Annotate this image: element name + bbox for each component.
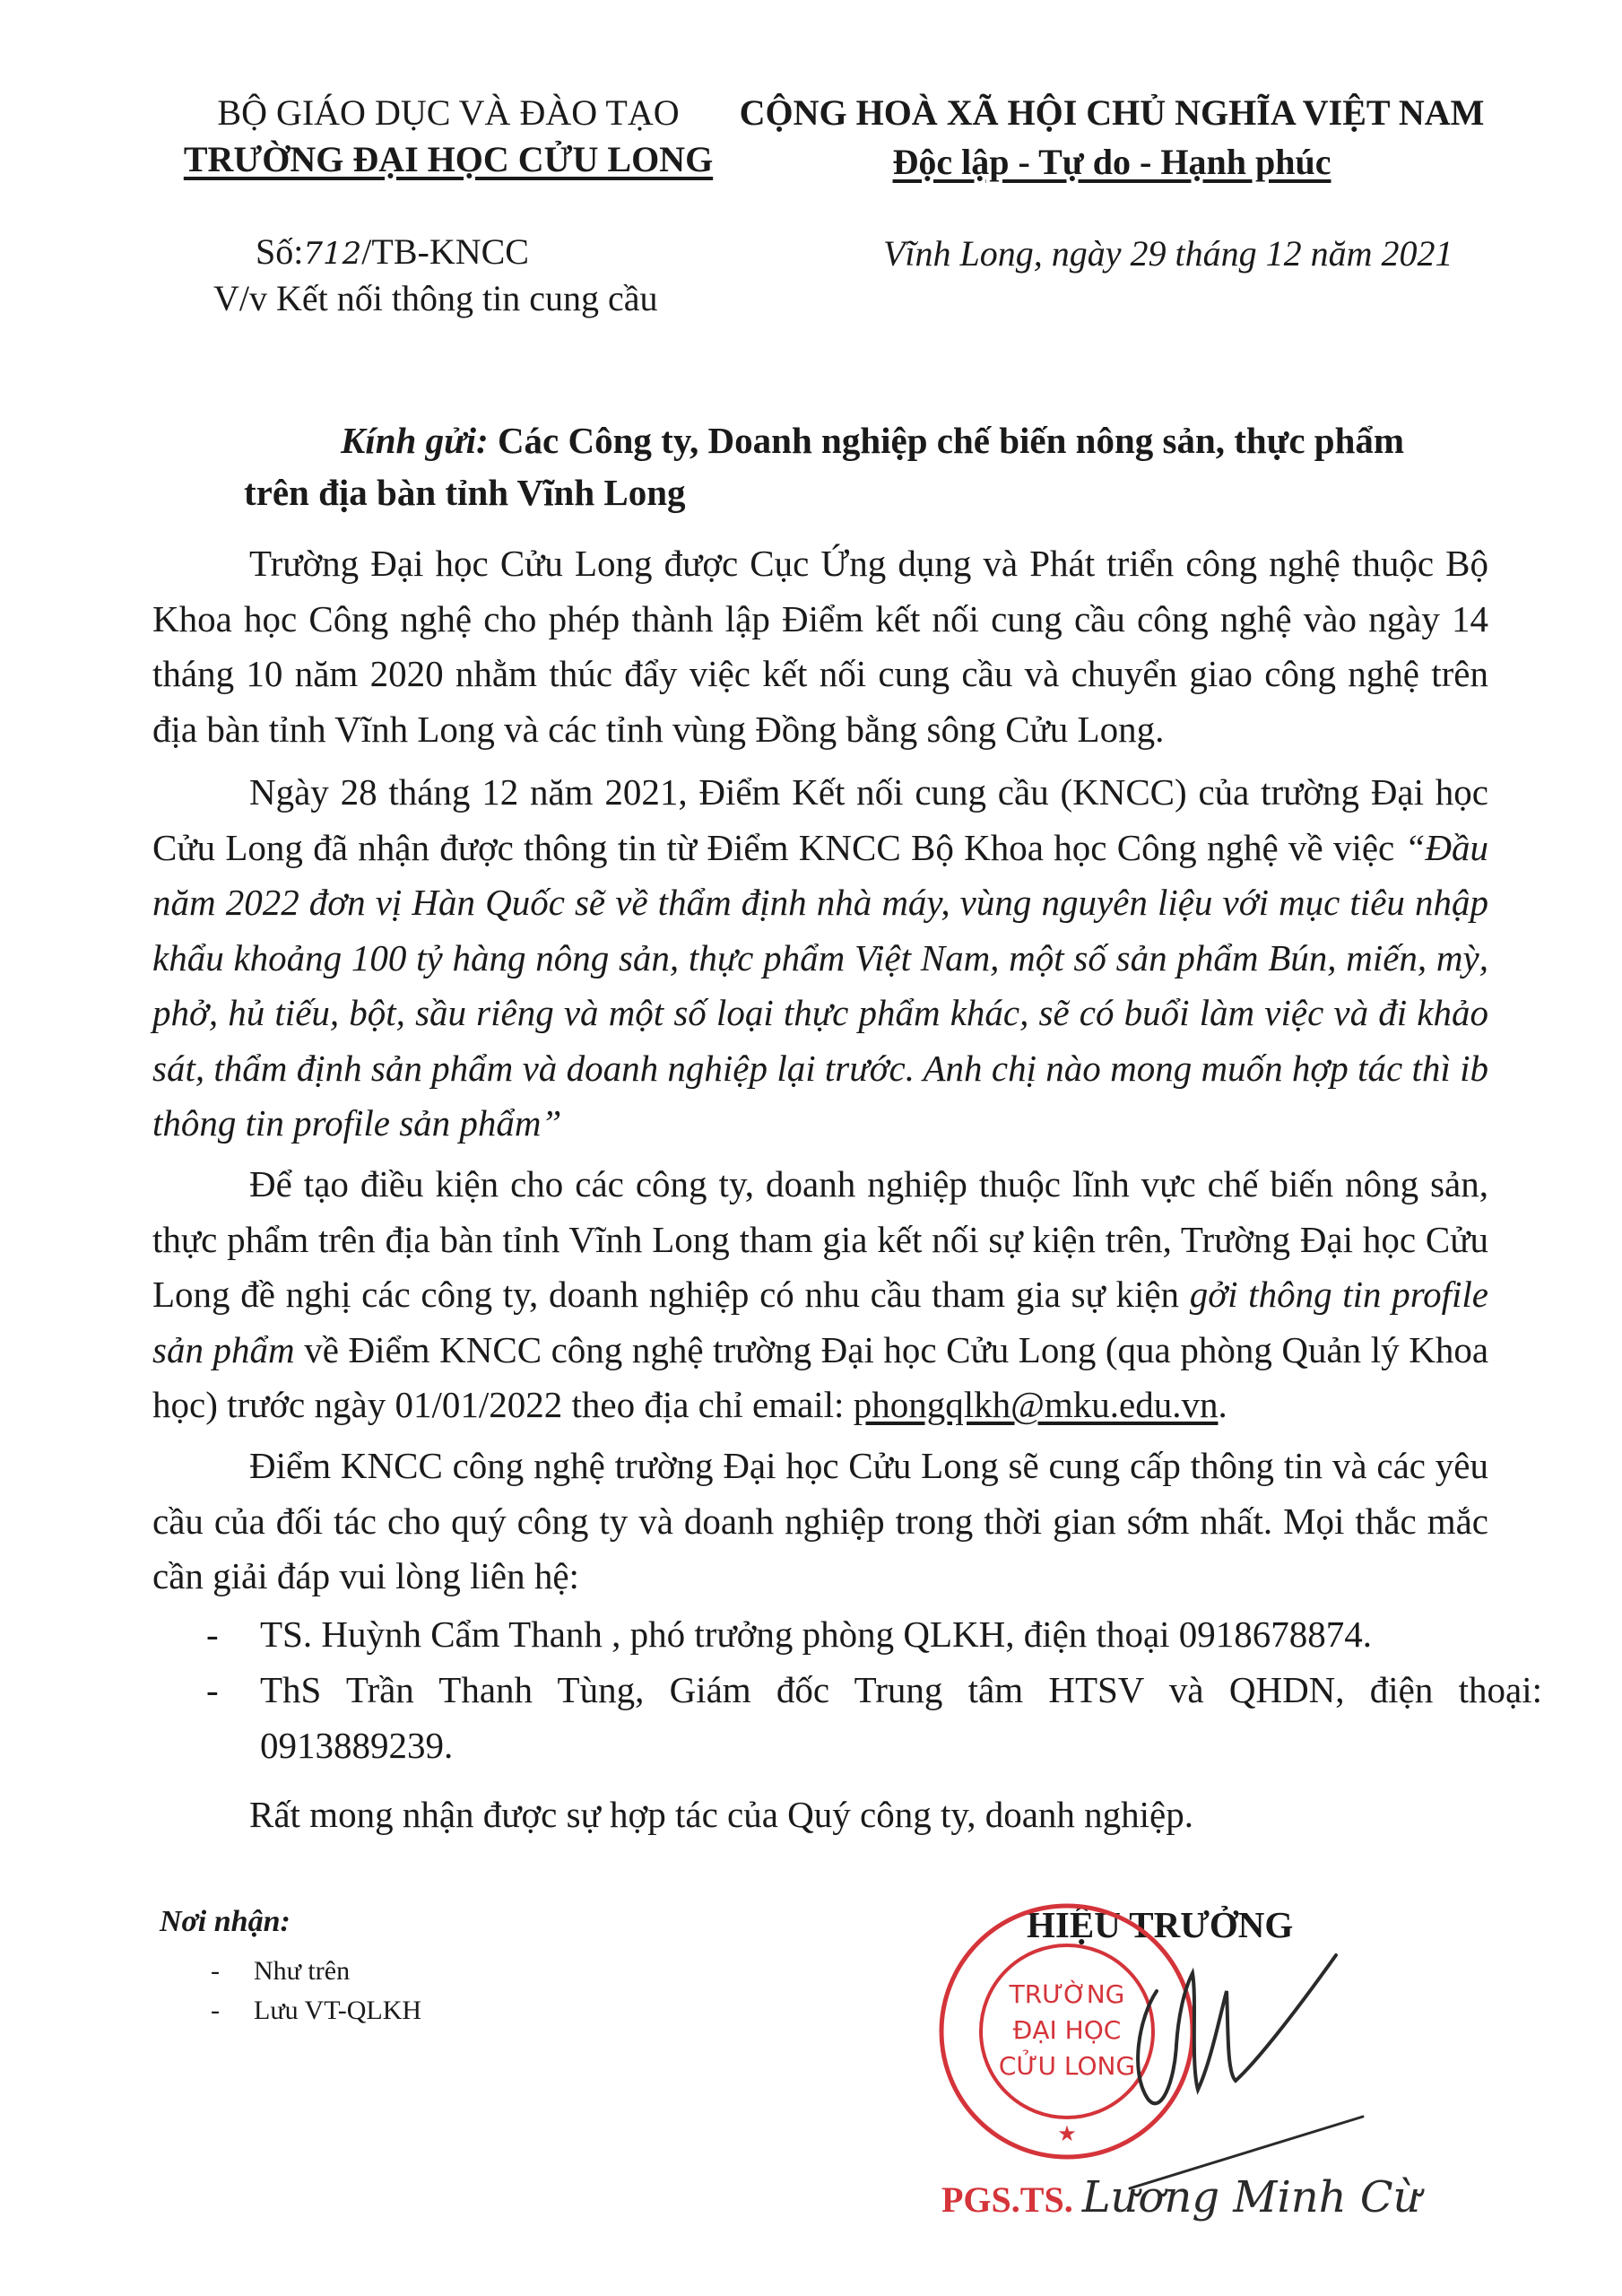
recipients-label: Nơi nhận:	[160, 1905, 291, 1938]
paragraph-2: Ngày 28 tháng 12 năm 2021, Điểm Kết nối cung cầu (KNCC) của trường Đại học Cửu Long đã nhận được thông tin từ Điểm KNCC Bộ Khoa học Công nghệ về việc “Đầu năm 2022 đơn vị Hàn Quốc sẽ về thẩm định nhà máy, vùng nguyên liệu với mục tiêu nhập khẩu khoảng 100 tỷ hàng nông sản, thực phẩm Việt Nam, một số sản phẩm Bún, miến, mỳ, phở, hủ tiếu, bột, sầu riêng và một số loại thực phẩm khác, sẽ có buổi làm việc và đi khảo sát, thẩm định sản phẩm và doanh nghiệp lại trước. Anh chị nào mong muốn hợp tác thì ib thông tin profile sản phẩm”	[152, 771, 1488, 1144]
ministry-name: BỘ GIÁO DỤC VÀ ĐÀO TẠO	[217, 92, 680, 133]
subject-line: V/v Kết nối thông tin cung cầu	[213, 278, 658, 318]
paragraph-4: Điểm KNCC công nghệ trường Đại học Cửu Long sẽ cung cấp thông tin và các yêu cầu của đối tác cho quý công ty và doanh nghiệp trong thời gian sớm nhất. Mọi thắc mắc cần giải đáp vui lòng liên hệ:	[152, 1445, 1488, 1596]
recipient-line-2: trên địa bàn tỉnh Vĩnh Long	[244, 472, 686, 513]
handwritten-number: 712	[303, 236, 362, 272]
document-number: Số:712/TB-KNCC	[256, 231, 529, 272]
contact-item: - ThS Trần Thanh Tùng, Giám đốc Trung tâm HTSV và QHDN, điện thoại: 0913889239.	[206, 1669, 1542, 1766]
signature-title: HIỆU TRƯỞNG	[1027, 1904, 1294, 1945]
signature-scribble	[1121, 1937, 1390, 2206]
motto: Độc lập - Tự do - Hạnh phúc	[892, 142, 1331, 182]
university-name: TRƯỜNG ĐẠI HỌC CỬU LONG	[183, 139, 714, 179]
recipient-line-1: Kính gửi: Các Công ty, Doanh nghiệp chế biến nông sản, thực phẩm	[341, 420, 1405, 461]
paragraph-1: Trường Đại học Cửu Long được Cục Ứng dụng và Phát triển công nghệ thuộc Bộ Khoa học Công nghệ cho phép thành lập Điểm kết nối cung cầu công nghệ vào ngày 14 tháng 10 năm 2020 nhằm thúc đẩy việc kết nối cung cầu và chuyển giao công nghệ trên địa bàn tỉnh Vĩnh Long và các tỉnh vùng Đồng bằng sông Cửu Long.	[152, 543, 1488, 750]
stamp-line-2: ĐẠI HỌC	[1012, 2015, 1122, 2045]
email-link[interactable]: phongqlkh@mku.edu.vn	[853, 1384, 1219, 1425]
stamp-line-1: TRƯỜNG	[1009, 1979, 1125, 2009]
signatory-handwritten-name: Lương Minh Cừ	[1081, 2172, 1421, 2222]
place-date: Vĩnh Long, ngày 29 tháng 12 năm 2021	[883, 233, 1453, 274]
contact-item: - TS. Huỳnh Cẩm Thanh , phó trưởng phòng QLKH, điện thoại 0918678874.	[206, 1613, 1373, 1655]
nation-name: CỘNG HOÀ XÃ HỘI CHỦ NGHĨA VIỆT NAM	[739, 92, 1485, 133]
stamp-line-3: CỬU LONG	[998, 2051, 1136, 2081]
paragraph-3: Để tạo điều kiện cho các công ty, doanh nghiệp thuộc lĩnh vực chế biến nông sản, thực phẩm trên địa bàn tỉnh Vĩnh Long tham gia kết nối sự kiện trên, Trường Đại học Cửu Long đề nghị các công ty, doanh nghiệp có nhu cầu tham gia sự kiện gởi thông tin profile sản phẩm về Điểm KNCC công nghệ trường Đại học Cửu Long (qua phòng Quản lý Khoa học) trước ngày 01/01/2022 theo địa chỉ email: phongqlkh@mku.edu.vn.	[152, 1163, 1489, 1425]
quote-text: “Đầu năm 2022 đơn vị Hàn Quốc sẽ về thẩm định nhà máy, vùng nguyên liệu với mục tiêu nhập khẩu khoảng 100 tỷ hàng nông sản, thực phẩm Việt Nam, một số sản phẩm Bún, miến, mỳ, phở, hủ tiếu, bột, sầu riêng và một số loại thực phẩm khác, sẽ có buổi làm việc và đi khảo sát, thẩm định sản phẩm và doanh nghiệp lại trước. Anh chị nào mong muốn hợp tác thì ib thông tin profile sản phẩm”	[152, 826, 1488, 1144]
recipient-label: Kính gửi:	[341, 420, 489, 461]
closing-line: Rất mong nhận được sự hợp tác của Quý công ty, doanh nghiệp.	[249, 1794, 1193, 1835]
signatory-name: PGS.TS. Lương Minh Cừ	[941, 2172, 1421, 2222]
svg-text:★: ★	[1057, 2123, 1077, 2146]
